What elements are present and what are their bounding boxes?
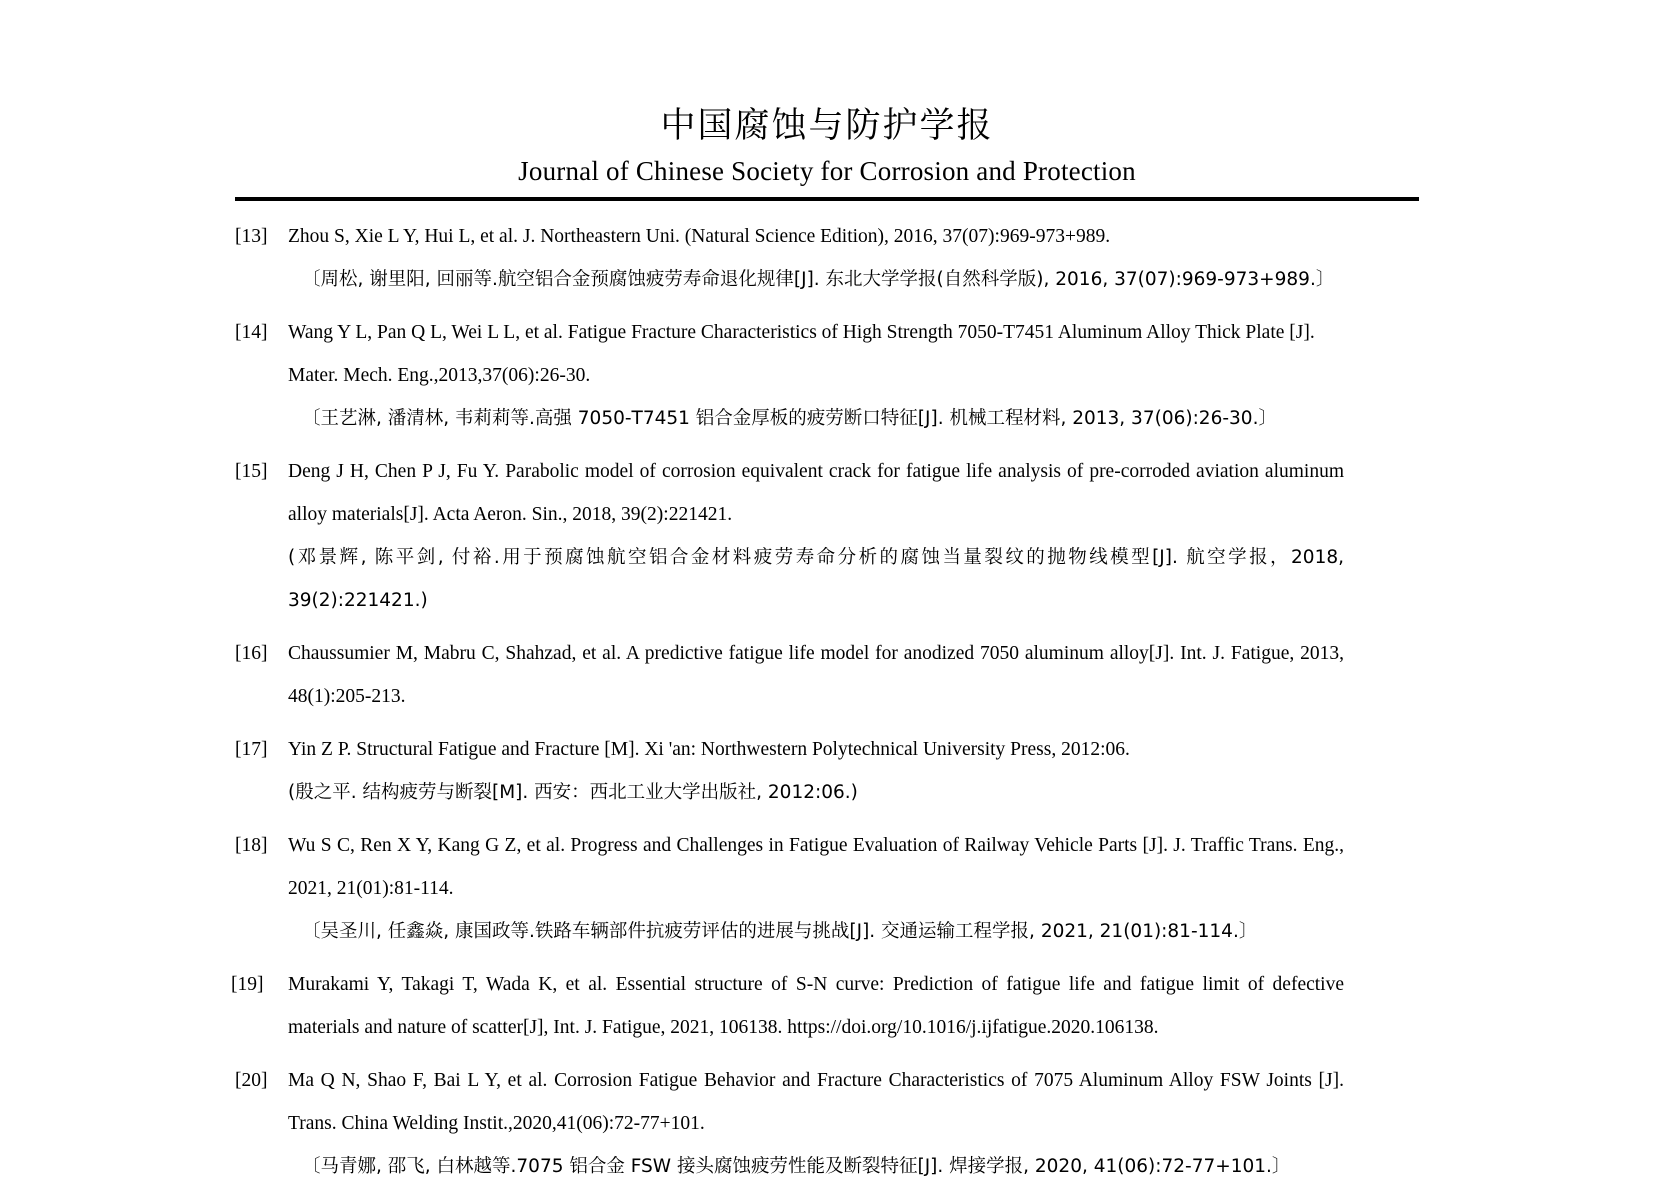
reference-text-chinese: 〔王艺淋, 潘清林, 韦莉莉等.高强 7050-T7451 铝合金厚板的疲劳断口特征[J]. 机械工程材料, 2013, 37(06):26-30.〕 xyxy=(302,408,1277,429)
reference-text-chinese: 〔周松, 谢里阳, 回丽等.航空铝合金预腐蚀疲劳寿命退化规律[J]. 东北大学学报(自然科学版), 2016, 37(07):969-973+989.〕 xyxy=(302,269,1335,290)
reference-number: [15] xyxy=(235,461,268,482)
reference-text-chinese: 〔吴圣川, 任鑫焱, 康国政等.铁路车辆部件抗疲劳评估的进展与挑战[J]. 交通运输工程学报, 2021, 21(01):81-114.〕 xyxy=(302,921,1258,942)
reference-text-english: Zhou S, Xie L Y, Hui L, et al. J. Northeastern Uni. (Natural Science Edition), 2016, 37(07):969-973+989. xyxy=(288,226,1111,247)
reference-number: [18] xyxy=(235,835,268,856)
reference-entry-19 xyxy=(0,963,1654,1049)
reference-entry-18 xyxy=(0,824,1654,953)
reference-text-english: Yin Z P. Structural Fatigue and Fracture [M]. Xi 'an: Northwestern Polytechnical University Press, 2012:06. xyxy=(288,739,1130,760)
reference-text-english: Ma Q N, Shao F, Bai L Y, et al. Corrosion Fatigue Behavior and Fracture Characteristics of 7075 Aluminum Alloy FSW Joints [J]. Trans. China Welding Instit.,2020,41(06):72-77+101. xyxy=(288,1070,1344,1134)
reference-text-chinese: (殷之平. 结构疲劳与断裂[M]. 西安：西北工业大学出版社, 2012:06.) xyxy=(288,782,858,803)
reference-entry-16 xyxy=(0,632,1654,718)
reference-text-english: Deng J H, Chen P J, Fu Y. Parabolic model of corrosion equivalent crack for fatigue life analysis of pre-corroded aviation aluminum alloy materials[J]. Acta Aeron. Sin., 2018, 39(2):221421. xyxy=(288,461,1344,525)
reference-number: [16] xyxy=(235,643,268,664)
reference-entry-14 xyxy=(0,311,1654,440)
journal-masthead xyxy=(0,0,1654,189)
reference-entry-17 xyxy=(0,728,1654,814)
reference-text-english: Chaussumier M, Mabru C, Shahzad, et al. A predictive fatigue life model for anodized 7050 aluminum alloy[J]. Int. J. Fatigue, 2013, 48(1):205-213. xyxy=(288,643,1344,707)
reference-number: [17] xyxy=(235,739,268,760)
reference-text-english: Wang Y L, Pan Q L, Wei L L, et al. Fatigue Fracture Characteristics of High Strength 7050-T7451 Aluminum Alloy Thick Plate [J]. Mater. Mech. Eng.,2013,37(06):26-30. xyxy=(288,322,1315,386)
reference-number: [19] xyxy=(231,974,264,995)
reference-entry-15 xyxy=(0,450,1654,622)
reference-entry-20 xyxy=(0,1059,1654,1188)
reference-text-chinese: (邓景辉, 陈平剑, 付裕.用于预腐蚀航空铝合金材料疲劳寿命分析的腐蚀当量裂纹的抛物线模型[J]. 航空学报，2018, 39(2):221421.) xyxy=(288,547,1344,611)
reference-text-chinese: 〔马青娜, 邵飞, 白林越等.7075 铝合金 FSW 接头腐蚀疲劳性能及断裂特征[J]. 焊接学报, 2020, 41(06):72-77+101.〕 xyxy=(302,1156,1291,1177)
reference-text-english: Murakami Y, Takagi T, Wada K, et al. Essential structure of S-N curve: Prediction of fatigue life and fatigue limit of defective materials and nature of scatter[J], Int. J. Fatigue, 2021, 106138. https://doi.org/10.1016/j.ijfatigue.2020.106138. xyxy=(288,974,1344,1038)
journal-title-chinese: 中国腐蚀与防护学报 xyxy=(660,106,994,146)
reference-number: [14] xyxy=(235,322,268,343)
reference-entry-13 xyxy=(0,215,1654,301)
reference-list xyxy=(0,201,1654,1188)
reference-number: [20] xyxy=(235,1070,268,1091)
reference-text-english: Wu S C, Ren X Y, Kang G Z, et al. Progress and Challenges in Fatigue Evaluation of Railway Vehicle Parts [J]. J. Traffic Trans. Eng., 2021, 21(01):81-114. xyxy=(288,835,1344,899)
reference-number: [13] xyxy=(235,226,268,247)
journal-title-english: Journal of Chinese Society for Corrosion and Protection xyxy=(518,156,1136,186)
